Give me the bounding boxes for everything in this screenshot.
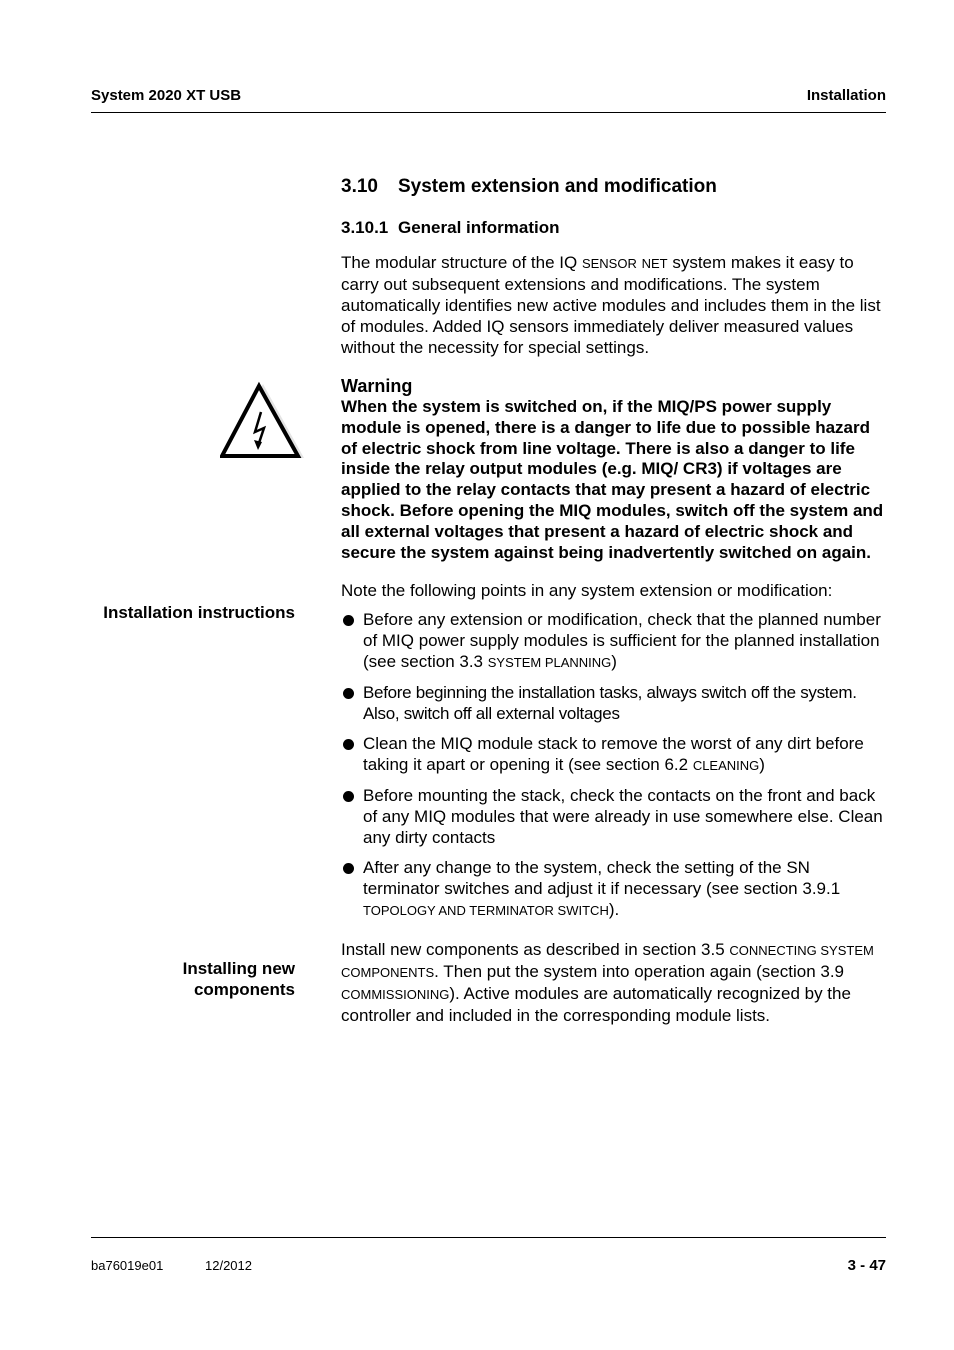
section-heading [341, 176, 886, 198]
bullet-dot-icon [343, 688, 354, 699]
footer-page-number: 3 - 47 [847, 1257, 886, 1274]
intro-sc-sensor: SENSOR [581, 256, 637, 271]
list-item [341, 857, 886, 921]
new-comp-crossref-commissioning: COMMISSIONING [341, 987, 450, 1003]
list-item [341, 785, 886, 848]
list-item-text: After any change to the system, check the setting of the SN terminator switches and adjust it if necessary (see section 3.9.1 [363, 858, 841, 899]
list-item-text: Clean the MIQ module stack to remove the worst of any dirt before taking it apart or opening it (see section 6.2 [363, 734, 864, 775]
list-item-end: ) [611, 652, 617, 672]
section-title: System extension and modification [398, 176, 717, 197]
list-item-crossref: TOPOLOGY AND TERMINATOR SWITCH [363, 903, 609, 919]
page-header [91, 86, 886, 113]
intro-text-a: The modular structure of the IQ [341, 253, 582, 272]
header-product-name: System 2020 XT USB [91, 87, 242, 104]
page-footer [91, 1237, 886, 1278]
bullet-dot-icon [343, 739, 354, 750]
section-number: 3.10 [341, 176, 378, 197]
side-heading-installing-new-components [75, 958, 295, 1000]
list-item [341, 609, 886, 673]
list-item-crossref: SYSTEM PLANNING [487, 655, 612, 671]
intro-text-c: system makes it easy to carry out subsequent extensions and modifications. The system automatically identifies new active modules and includes them in the list of modules. Added IQ sensors immediately deliver measured values without the necessity for special settings. [341, 253, 881, 357]
list-item-text: Before any extension or modification, check that the planned number of MIQ power supply modules is sufficient for the planned installation (see section 3.3 [363, 610, 881, 672]
list-item-end: ). [608, 900, 620, 920]
side-heading-line-1: Installing new [182, 959, 295, 978]
side-heading-line-2: components [193, 980, 295, 999]
intro-paragraph [341, 252, 886, 358]
list-item [341, 682, 886, 724]
list-item-end: ) [759, 755, 765, 775]
bullet-dot-icon [343, 615, 354, 626]
side-heading-installation-instructions: Installation instructions [103, 603, 295, 622]
electric-hazard-icon [220, 380, 306, 462]
list-item-crossref: CLEANING [692, 758, 760, 774]
footer-doc-number: ba76019e01 [91, 1258, 164, 1273]
subsection-heading [341, 217, 886, 238]
bullet-dot-icon [343, 791, 354, 802]
bullet-dot-icon [343, 863, 354, 874]
new-comp-text-a: Install new components as described in section 3.5 [341, 940, 730, 960]
footer-date: 12/2012 [205, 1258, 252, 1273]
new-comp-text-b: . Then put the system into operation again (section 3.9 [434, 962, 844, 982]
intro-sc-net: NET [641, 256, 668, 271]
list-item [341, 733, 886, 776]
warning-title: Warning [341, 376, 413, 396]
new-comp-crossref-connecting: CONNECTING SYSTEM COMPONENTS [341, 943, 874, 981]
header-chapter-name: Installation [806, 87, 886, 104]
warning-body: When the system is switched on, if the MIQ/PS power supply module is opened, there is a danger to life due to possible hazard of electric shock from line voltage. There is also a danger to life inside the relay output modules (e.g. MIQ/ CR3) if voltages are applied to the relay contacts that may present a hazard of electric shock. Before opening the MIQ modules, switch off the system and all external voltages that present a hazard of electric shock and secure the system against being inadvertently switched on again. [341, 397, 884, 562]
new-comp-text-c: ). Active modules are automatically recognized by the controller and included in the corresponding module lists. [341, 984, 851, 1026]
installing-new-components-paragraph [341, 939, 886, 1026]
subsection-number: 3.10.1 [341, 218, 389, 237]
installation-instructions-lead: Note the following points in any system extension or modification: [341, 581, 833, 601]
list-item-text: Before beginning the installation tasks, always switch off the system. Also, switch off all external voltages [363, 683, 857, 724]
main-content [341, 176, 886, 1026]
subsection-title: General information [398, 218, 560, 237]
list-item-text: Before mounting the stack, check the contacts on the front and back of any MIQ modules that were already in use somewhere else. Clean any dirty contacts [363, 786, 883, 848]
installation-instructions-list [341, 609, 886, 921]
